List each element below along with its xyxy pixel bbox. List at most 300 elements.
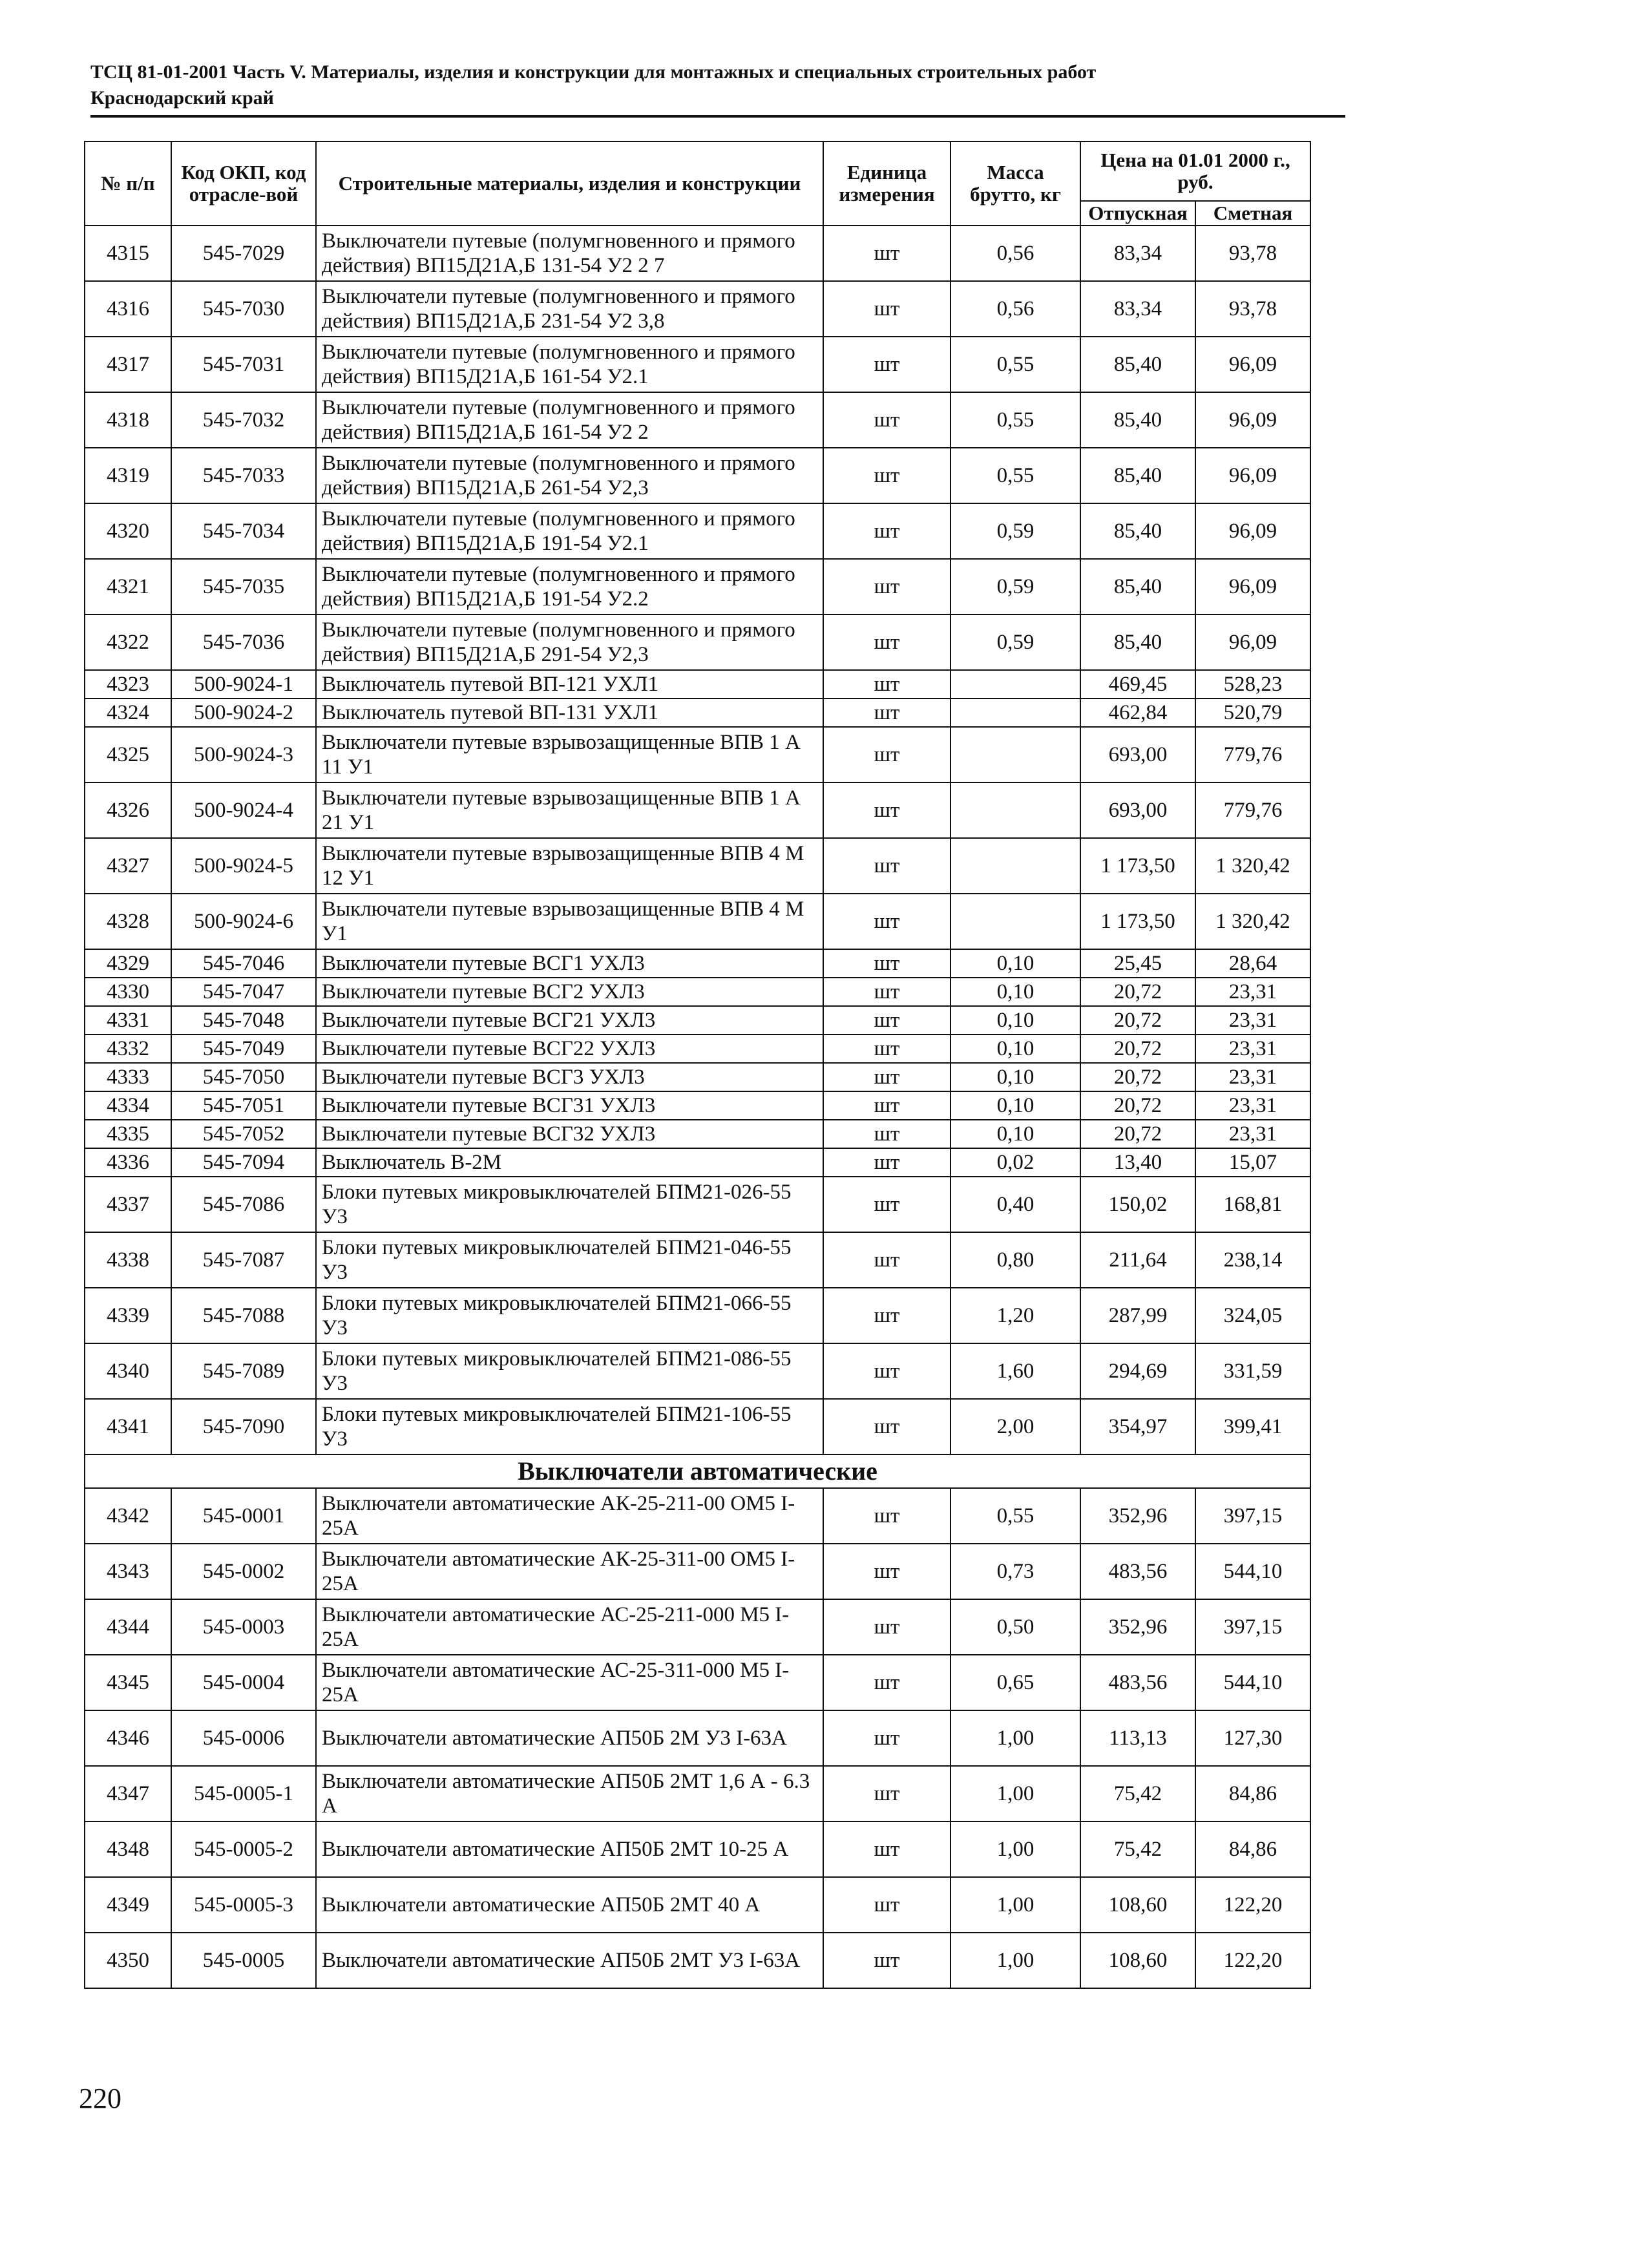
cell-name: Выключатели путевые ВСГ22 УХЛ3 [316, 1034, 823, 1063]
cell-unit: шт [823, 1599, 951, 1655]
table-row [85, 727, 1310, 782]
cell-code: 545-7087 [171, 1232, 316, 1288]
cell-mass [951, 782, 1080, 838]
cell-unit: шт [823, 1399, 951, 1454]
cell-code: 545-7034 [171, 503, 316, 559]
table-row [85, 1488, 1310, 1544]
cell-unit: шт [823, 392, 951, 448]
cell-unit: шт [823, 949, 951, 978]
cell-num: 4315 [85, 226, 171, 281]
cell-code: 545-7090 [171, 1399, 316, 1454]
table-row [85, 1148, 1310, 1177]
cell-code: 545-7050 [171, 1063, 316, 1091]
cell-code: 545-0005 [171, 1933, 316, 1988]
cell-mass: 1,60 [951, 1343, 1080, 1399]
cell-price-estimate: 528,23 [1195, 670, 1310, 698]
cell-num: 4317 [85, 337, 171, 392]
cell-name: Выключатели путевые ВСГ32 УХЛ3 [316, 1120, 823, 1148]
cell-code: 545-7030 [171, 281, 316, 337]
cell-unit: шт [823, 226, 951, 281]
table-row [85, 782, 1310, 838]
cell-price-release: 693,00 [1080, 782, 1195, 838]
cell-unit: шт [823, 1288, 951, 1343]
cell-mass: 0,40 [951, 1177, 1080, 1232]
cell-unit: шт [823, 281, 951, 337]
cell-num: 4320 [85, 503, 171, 559]
cell-price-estimate: 96,09 [1195, 614, 1310, 670]
cell-price-release: 85,40 [1080, 559, 1195, 614]
cell-mass: 0,10 [951, 978, 1080, 1006]
cell-price-release: 1 173,50 [1080, 838, 1195, 894]
cell-price-release: 693,00 [1080, 727, 1195, 782]
cell-price-release: 150,02 [1080, 1177, 1195, 1232]
cell-price-estimate: 84,86 [1195, 1822, 1310, 1877]
cell-mass: 0,80 [951, 1232, 1080, 1288]
cell-mass [951, 727, 1080, 782]
table-row [85, 1822, 1310, 1877]
table-row [85, 1399, 1310, 1454]
table-row [85, 1933, 1310, 1988]
cell-name: Выключатели автоматические АП50Б 2МТ У3 I-63А [316, 1933, 823, 1988]
table-row [85, 337, 1310, 392]
cell-price-release: 25,45 [1080, 949, 1195, 978]
cell-name: Выключатели путевые (полумгновенного и прямого действия) ВП15Д21А,Б 161-54 У2 2 [316, 392, 823, 448]
cell-num: 4333 [85, 1063, 171, 1091]
cell-name: Выключатели автоматические АК-25-311-00 ОМ5 I-25А [316, 1544, 823, 1599]
cell-name: Выключатели путевые ВСГ1 УХЛ3 [316, 949, 823, 978]
cell-code: 500-9024-6 [171, 894, 316, 949]
cell-mass: 1,00 [951, 1822, 1080, 1877]
table-row [85, 1288, 1310, 1343]
price-table [84, 141, 1311, 1989]
cell-mass: 0,10 [951, 1006, 1080, 1034]
cell-code: 545-0001 [171, 1488, 316, 1544]
cell-code: 500-9024-5 [171, 838, 316, 894]
cell-price-estimate: 779,76 [1195, 782, 1310, 838]
cell-num: 4329 [85, 949, 171, 978]
cell-name: Блоки путевых микровыключателей БПМ21-066-55 У3 [316, 1288, 823, 1343]
table-row [85, 1877, 1310, 1933]
cell-unit: шт [823, 698, 951, 727]
cell-unit: шт [823, 727, 951, 782]
cell-mass: 0,59 [951, 503, 1080, 559]
table-row [85, 1599, 1310, 1655]
cell-price-estimate: 23,31 [1195, 1120, 1310, 1148]
table-row [85, 503, 1310, 559]
cell-name: Выключатели автоматические АП50Б 2МТ 1,6 А - 6.3 А [316, 1766, 823, 1822]
cell-unit: шт [823, 1488, 951, 1544]
table-row [85, 281, 1310, 337]
cell-unit: шт [823, 1034, 951, 1063]
cell-price-release: 20,72 [1080, 1034, 1195, 1063]
cell-unit: шт [823, 503, 951, 559]
cell-price-estimate: 23,31 [1195, 1063, 1310, 1091]
cell-price-estimate: 122,20 [1195, 1933, 1310, 1988]
cell-price-estimate: 96,09 [1195, 392, 1310, 448]
table-row [85, 1177, 1310, 1232]
cell-num: 4345 [85, 1655, 171, 1710]
cell-mass: 2,00 [951, 1399, 1080, 1454]
cell-price-release: 20,72 [1080, 1091, 1195, 1120]
cell-mass [951, 698, 1080, 727]
cell-price-release: 108,60 [1080, 1877, 1195, 1933]
cell-name: Блоки путевых микровыключателей БПМ21-026-55 У3 [316, 1177, 823, 1232]
cell-num: 4322 [85, 614, 171, 670]
cell-num: 4348 [85, 1822, 171, 1877]
cell-code: 545-7049 [171, 1034, 316, 1063]
cell-name: Блоки путевых микровыключателей БПМ21-106-55 У3 [316, 1399, 823, 1454]
cell-mass: 1,20 [951, 1288, 1080, 1343]
cell-unit: шт [823, 1655, 951, 1710]
cell-name: Выключатели путевые (полумгновенного и прямого действия) ВП15Д21А,Б 291-54 У2,3 [316, 614, 823, 670]
cell-mass [951, 838, 1080, 894]
cell-price-estimate: 1 320,42 [1195, 838, 1310, 894]
cell-code: 545-7089 [171, 1343, 316, 1399]
cell-name: Выключатели автоматические АП50Б 2МТ 10-25 А [316, 1822, 823, 1877]
cell-code: 500-9024-4 [171, 782, 316, 838]
cell-mass [951, 670, 1080, 698]
table-row [85, 559, 1310, 614]
table-row [85, 1091, 1310, 1120]
cell-price-estimate: 324,05 [1195, 1288, 1310, 1343]
cell-num: 4337 [85, 1177, 171, 1232]
table-row [85, 448, 1310, 503]
cell-unit: шт [823, 337, 951, 392]
table-row [85, 1710, 1310, 1766]
cell-num: 4350 [85, 1933, 171, 1988]
table-row [85, 670, 1310, 698]
header-rule [90, 115, 1345, 118]
cell-price-release: 83,34 [1080, 226, 1195, 281]
table-body-circuit-breakers [85, 1488, 1310, 1988]
col-header-mass: Масса брутто, кг [951, 142, 1080, 226]
cell-price-release: 113,13 [1080, 1710, 1195, 1766]
cell-num: 4321 [85, 559, 171, 614]
cell-code: 545-7031 [171, 337, 316, 392]
cell-price-release: 83,34 [1080, 281, 1195, 337]
cell-mass: 0,65 [951, 1655, 1080, 1710]
cell-code: 545-0002 [171, 1544, 316, 1599]
cell-price-estimate: 93,78 [1195, 281, 1310, 337]
cell-mass: 1,00 [951, 1933, 1080, 1988]
cell-mass: 0,02 [951, 1148, 1080, 1177]
cell-num: 4336 [85, 1148, 171, 1177]
cell-price-release: 75,42 [1080, 1822, 1195, 1877]
cell-price-release: 354,97 [1080, 1399, 1195, 1454]
cell-num: 4324 [85, 698, 171, 727]
cell-mass: 0,59 [951, 559, 1080, 614]
cell-price-release: 85,40 [1080, 448, 1195, 503]
table-row [85, 226, 1310, 281]
table-body-limit-switches [85, 226, 1310, 1454]
cell-num: 4338 [85, 1232, 171, 1288]
cell-code: 545-0006 [171, 1710, 316, 1766]
cell-mass: 0,56 [951, 226, 1080, 281]
cell-unit: шт [823, 978, 951, 1006]
cell-num: 4331 [85, 1006, 171, 1034]
cell-code: 545-7036 [171, 614, 316, 670]
table-header [85, 142, 1310, 226]
cell-code: 545-0003 [171, 1599, 316, 1655]
cell-num: 4330 [85, 978, 171, 1006]
cell-price-estimate: 96,09 [1195, 503, 1310, 559]
cell-price-estimate: 397,15 [1195, 1488, 1310, 1544]
cell-mass: 0,10 [951, 1120, 1080, 1148]
cell-price-release: 462,84 [1080, 698, 1195, 727]
cell-code: 545-7048 [171, 1006, 316, 1034]
cell-code: 500-9024-1 [171, 670, 316, 698]
cell-num: 4334 [85, 1091, 171, 1120]
cell-num: 4341 [85, 1399, 171, 1454]
cell-mass: 1,00 [951, 1877, 1080, 1933]
cell-name: Выключатели путевые ВСГ21 УХЛ3 [316, 1006, 823, 1034]
cell-unit: шт [823, 1148, 951, 1177]
cell-code: 545-7035 [171, 559, 316, 614]
table-row [85, 978, 1310, 1006]
cell-price-estimate: 1 320,42 [1195, 894, 1310, 949]
cell-price-estimate: 96,09 [1195, 559, 1310, 614]
table-row [85, 1544, 1310, 1599]
cell-price-release: 85,40 [1080, 503, 1195, 559]
cell-price-estimate: 96,09 [1195, 337, 1310, 392]
cell-unit: шт [823, 1544, 951, 1599]
cell-name: Выключатели автоматические АП50Б 2М У3 I-63А [316, 1710, 823, 1766]
cell-unit: шт [823, 1343, 951, 1399]
col-header-price-release: Отпускная [1080, 201, 1195, 226]
page-number: 220 [79, 2083, 121, 2114]
cell-num: 4323 [85, 670, 171, 698]
cell-code: 545-7051 [171, 1091, 316, 1120]
cell-unit: шт [823, 782, 951, 838]
table-row [85, 1120, 1310, 1148]
cell-price-estimate: 23,31 [1195, 1006, 1310, 1034]
cell-name: Выключатели путевые взрывозащищенные ВПВ 4 М 12 У1 [316, 838, 823, 894]
cell-price-release: 1 173,50 [1080, 894, 1195, 949]
cell-mass: 0,55 [951, 1488, 1080, 1544]
cell-price-release: 20,72 [1080, 1120, 1195, 1148]
cell-num: 4335 [85, 1120, 171, 1148]
cell-name: Выключатели путевые взрывозащищенные ВПВ 1 А 21 У1 [316, 782, 823, 838]
cell-num: 4332 [85, 1034, 171, 1063]
cell-num: 4316 [85, 281, 171, 337]
cell-price-estimate: 84,86 [1195, 1766, 1310, 1822]
cell-name: Выключатель В-2М [316, 1148, 823, 1177]
cell-name: Выключатели путевые взрывозащищенные ВПВ 1 А 11 У1 [316, 727, 823, 782]
cell-price-estimate: 93,78 [1195, 226, 1310, 281]
cell-mass: 0,10 [951, 1091, 1080, 1120]
table-section [85, 1454, 1310, 1488]
cell-num: 4343 [85, 1544, 171, 1599]
cell-unit: шт [823, 614, 951, 670]
cell-code: 545-7086 [171, 1177, 316, 1232]
col-header-unit: Единица измерения [823, 142, 951, 226]
cell-mass: 0,10 [951, 1063, 1080, 1091]
cell-price-estimate: 168,81 [1195, 1177, 1310, 1232]
cell-price-release: 20,72 [1080, 978, 1195, 1006]
cell-code: 545-7047 [171, 978, 316, 1006]
cell-name: Выключатели путевые (полумгновенного и прямого действия) ВП15Д21А,Б 191-54 У2.2 [316, 559, 823, 614]
col-header-price-group: Цена на 01.01 2000 г., руб. [1080, 142, 1310, 201]
cell-unit: шт [823, 894, 951, 949]
cell-num: 4340 [85, 1343, 171, 1399]
cell-unit: шт [823, 1120, 951, 1148]
col-header-price-estimate: Сметная [1195, 201, 1310, 226]
cell-num: 4319 [85, 448, 171, 503]
table-row [85, 1232, 1310, 1288]
cell-num: 4339 [85, 1288, 171, 1343]
cell-num: 4342 [85, 1488, 171, 1544]
cell-unit: шт [823, 1766, 951, 1822]
cell-name: Выключатели путевые (полумгновенного и прямого действия) ВП15Д21А,Б 231-54 У2 3,8 [316, 281, 823, 337]
cell-code: 545-7088 [171, 1288, 316, 1343]
cell-price-release: 85,40 [1080, 337, 1195, 392]
cell-name: Выключатели путевые (полумгновенного и прямого действия) ВП15Д21А,Б 161-54 У2.1 [316, 337, 823, 392]
cell-price-release: 352,96 [1080, 1488, 1195, 1544]
cell-unit: шт [823, 1822, 951, 1877]
header-title: ТСЦ 81-01-2001 Часть V. Материалы, изделия и конструкции для монтажных и специальных строительных работ [90, 61, 1097, 83]
cell-price-estimate: 23,31 [1195, 1091, 1310, 1120]
cell-name: Выключатели автоматические АП50Б 2МТ 40 А [316, 1877, 823, 1933]
cell-unit: шт [823, 1877, 951, 1933]
cell-code: 545-7029 [171, 226, 316, 281]
table-row [85, 1766, 1310, 1822]
cell-mass: 1,00 [951, 1766, 1080, 1822]
cell-num: 4349 [85, 1877, 171, 1933]
cell-mass: 0,55 [951, 392, 1080, 448]
header-region: Краснодарский край [90, 87, 274, 109]
cell-price-release: 483,56 [1080, 1655, 1195, 1710]
cell-name: Выключатели путевые (полумгновенного и прямого действия) ВП15Д21А,Б 131-54 У2 2 7 [316, 226, 823, 281]
cell-price-estimate: 28,64 [1195, 949, 1310, 978]
cell-name: Выключатели путевые ВСГ31 УХЛ3 [316, 1091, 823, 1120]
cell-price-estimate: 122,20 [1195, 1877, 1310, 1933]
cell-price-estimate: 238,14 [1195, 1232, 1310, 1288]
col-header-code: Код ОКП, код отрасле-вой [171, 142, 316, 226]
table-row [85, 698, 1310, 727]
table-row [85, 949, 1310, 978]
table-row [85, 1034, 1310, 1063]
cell-code: 500-9024-2 [171, 698, 316, 727]
cell-name: Блоки путевых микровыключателей БПМ21-046-55 У3 [316, 1232, 823, 1288]
cell-price-release: 85,40 [1080, 614, 1195, 670]
page-header [90, 59, 1344, 111]
cell-code: 545-7046 [171, 949, 316, 978]
cell-num: 4328 [85, 894, 171, 949]
table-row [85, 392, 1310, 448]
cell-price-release: 294,69 [1080, 1343, 1195, 1399]
cell-price-release: 75,42 [1080, 1766, 1195, 1822]
cell-price-release: 108,60 [1080, 1933, 1195, 1988]
cell-num: 4344 [85, 1599, 171, 1655]
cell-code: 545-0005-1 [171, 1766, 316, 1822]
table-row [85, 894, 1310, 949]
cell-code: 545-7052 [171, 1120, 316, 1148]
cell-unit: шт [823, 448, 951, 503]
cell-unit: шт [823, 1091, 951, 1120]
cell-code: 545-7094 [171, 1148, 316, 1177]
cell-name: Выключатель путевой ВП-121 УХЛ1 [316, 670, 823, 698]
table-row [85, 614, 1310, 670]
cell-mass: 0,50 [951, 1599, 1080, 1655]
cell-price-estimate: 23,31 [1195, 1034, 1310, 1063]
table-row [85, 1006, 1310, 1034]
cell-price-release: 469,45 [1080, 670, 1195, 698]
cell-mass: 0,55 [951, 448, 1080, 503]
cell-unit: шт [823, 1710, 951, 1766]
cell-mass: 0,55 [951, 337, 1080, 392]
cell-code: 545-0005-3 [171, 1877, 316, 1933]
cell-code: 545-7032 [171, 392, 316, 448]
cell-price-estimate: 127,30 [1195, 1710, 1310, 1766]
cell-price-release: 483,56 [1080, 1544, 1195, 1599]
cell-name: Выключатели автоматические АК-25-211-00 ОМ5 I-25А [316, 1488, 823, 1544]
cell-price-estimate: 544,10 [1195, 1544, 1310, 1599]
cell-price-estimate: 399,41 [1195, 1399, 1310, 1454]
cell-price-release: 287,99 [1080, 1288, 1195, 1343]
cell-mass: 0,10 [951, 1034, 1080, 1063]
cell-unit: шт [823, 1933, 951, 1988]
cell-code: 545-0004 [171, 1655, 316, 1710]
cell-price-release: 85,40 [1080, 392, 1195, 448]
cell-unit: шт [823, 559, 951, 614]
cell-name: Выключатели путевые (полумгновенного и прямого действия) ВП15Д21А,Б 261-54 У2,3 [316, 448, 823, 503]
cell-num: 4326 [85, 782, 171, 838]
cell-price-release: 20,72 [1080, 1006, 1195, 1034]
table-row [85, 838, 1310, 894]
cell-name: Выключатели путевые взрывозащищенные ВПВ 4 М У1 [316, 894, 823, 949]
cell-price-estimate: 96,09 [1195, 448, 1310, 503]
cell-mass: 1,00 [951, 1710, 1080, 1766]
col-header-name: Строительные материалы, изделия и конструкции [316, 142, 823, 226]
cell-unit: шт [823, 1063, 951, 1091]
cell-num: 4346 [85, 1710, 171, 1766]
cell-num: 4347 [85, 1766, 171, 1822]
cell-unit: шт [823, 670, 951, 698]
cell-price-estimate: 397,15 [1195, 1599, 1310, 1655]
cell-name: Блоки путевых микровыключателей БПМ21-086-55 У3 [316, 1343, 823, 1399]
cell-code: 545-7033 [171, 448, 316, 503]
cell-price-estimate: 544,10 [1195, 1655, 1310, 1710]
cell-mass: 0,73 [951, 1544, 1080, 1599]
cell-name: Выключатель путевой ВП-131 УХЛ1 [316, 698, 823, 727]
cell-code: 500-9024-3 [171, 727, 316, 782]
cell-name: Выключатели автоматические АС-25-311-000 М5 I-25А [316, 1655, 823, 1710]
table-row [85, 1063, 1310, 1091]
cell-name: Выключатели путевые ВСГ2 УХЛ3 [316, 978, 823, 1006]
cell-unit: шт [823, 1177, 951, 1232]
table-row [85, 1655, 1310, 1710]
cell-price-estimate: 779,76 [1195, 727, 1310, 782]
cell-price-estimate: 331,59 [1195, 1343, 1310, 1399]
cell-price-release: 352,96 [1080, 1599, 1195, 1655]
cell-unit: шт [823, 1232, 951, 1288]
cell-price-release: 13,40 [1080, 1148, 1195, 1177]
cell-price-estimate: 15,07 [1195, 1148, 1310, 1177]
cell-unit: шт [823, 838, 951, 894]
cell-price-estimate: 23,31 [1195, 978, 1310, 1006]
cell-num: 4325 [85, 727, 171, 782]
cell-name: Выключатели автоматические АС-25-211-000 М5 I-25А [316, 1599, 823, 1655]
cell-mass: 0,59 [951, 614, 1080, 670]
cell-unit: шт [823, 1006, 951, 1034]
cell-mass [951, 894, 1080, 949]
cell-num: 4327 [85, 838, 171, 894]
col-header-num: № п/п [85, 142, 171, 226]
cell-price-release: 20,72 [1080, 1063, 1195, 1091]
cell-mass: 0,10 [951, 949, 1080, 978]
section-title: Выключатели автоматические [85, 1454, 1310, 1488]
table-row [85, 1343, 1310, 1399]
